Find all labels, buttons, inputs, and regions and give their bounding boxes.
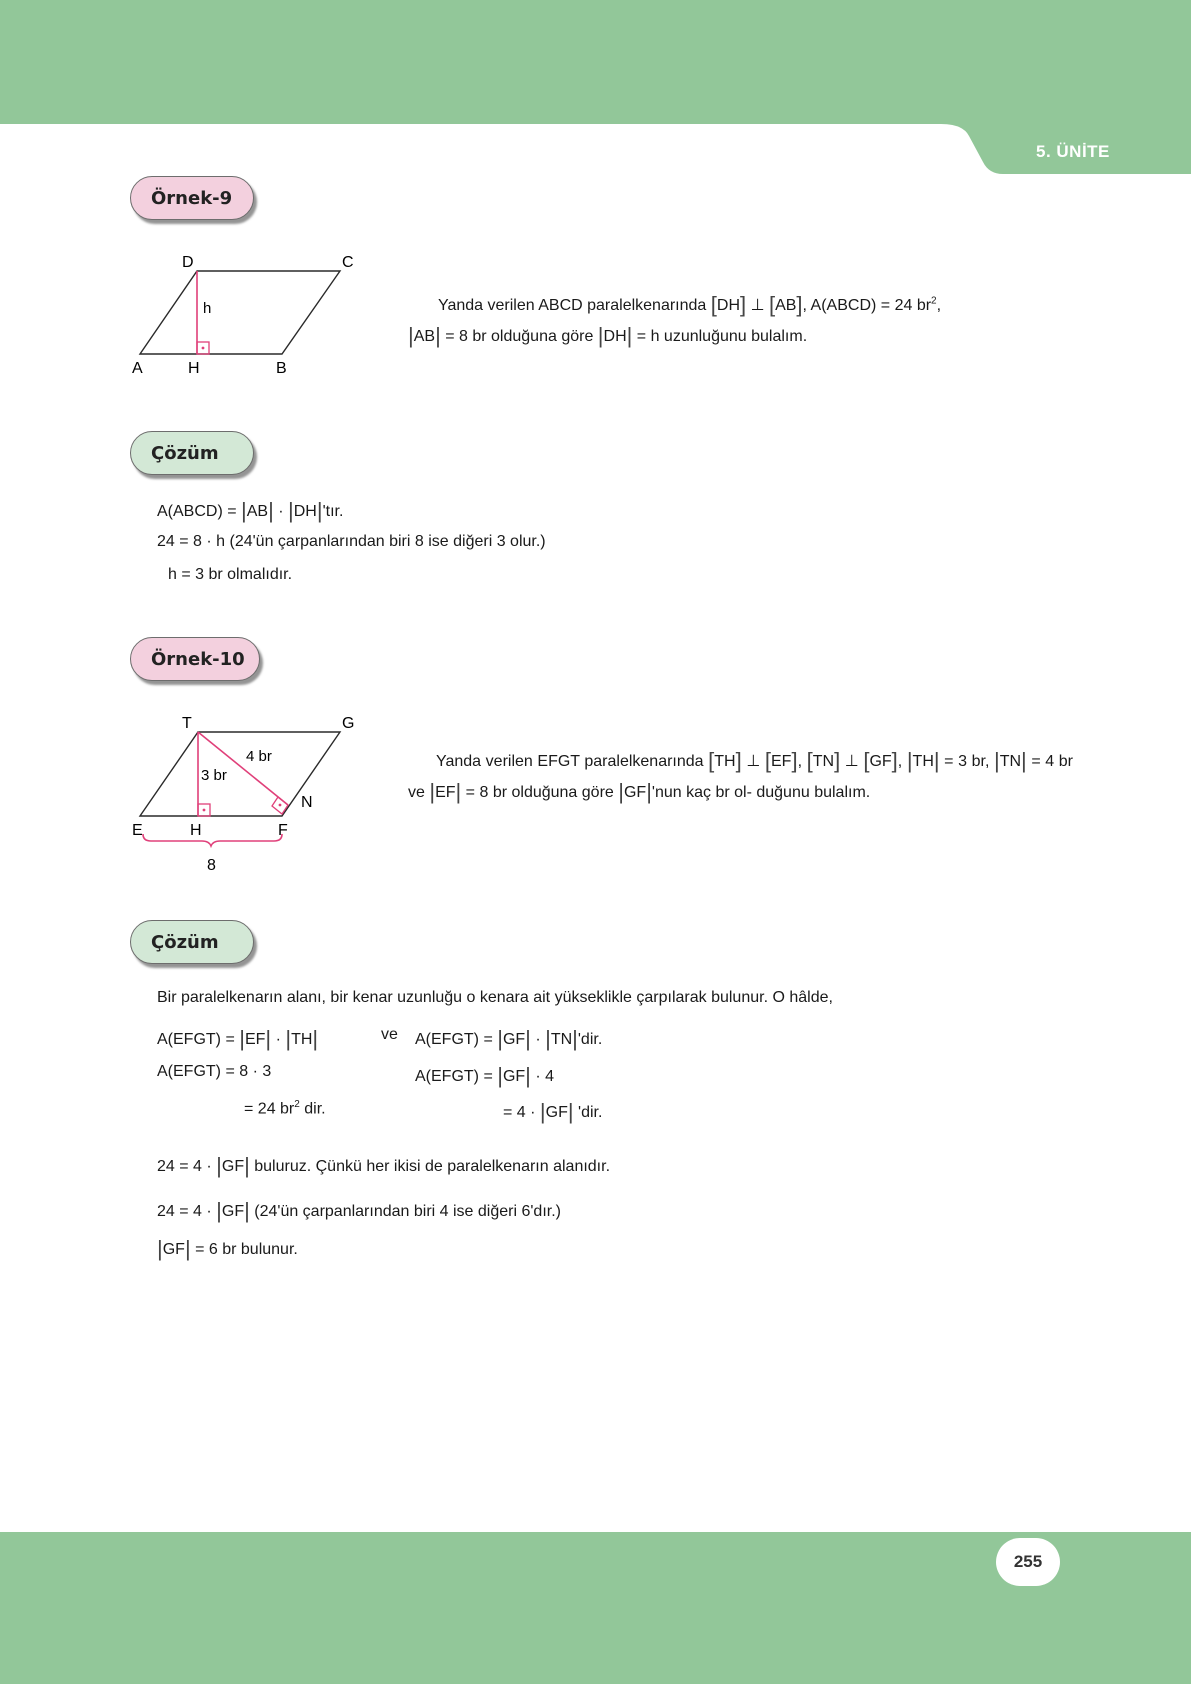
height-h-label: h xyxy=(203,300,212,317)
vertex-f: F xyxy=(278,822,288,839)
solution-10-row-2-right: A(EFGT) = |GF| · 4 xyxy=(415,1063,555,1088)
vertex-e: E xyxy=(132,822,143,839)
vertex-b: B xyxy=(276,360,287,377)
vertex-g: G xyxy=(342,715,355,732)
page-number: 255 xyxy=(996,1538,1060,1586)
vertex-h: H xyxy=(188,360,200,377)
example-9-label: Örnek-9 xyxy=(130,176,254,220)
example-10-statement: Yanda verilen EFGT paralelkenarında [TH] ⊥ [EF], [TN] ⊥ [GF], |TH| = 3 br, |TN| = 4 br ve |EF| = 8 br olduğuna göre |GF|'nun kaç br ol- duğunu bulalım. xyxy=(408,748,1074,804)
solution-9-line-2: 24 = 8 · h (24'ün çarpanlarından biri 8 ise diğeri 3 olur.) xyxy=(157,533,546,550)
unit-tab xyxy=(941,124,1191,174)
example-10-label: Örnek-10 xyxy=(130,637,260,681)
vertex-c: C xyxy=(342,254,354,271)
parallelogram-abcd-figure xyxy=(120,245,370,380)
solution-10-row-1-right: A(EFGT) = |GF| · |TN|'dir. xyxy=(415,1026,603,1051)
header-band xyxy=(0,0,1191,124)
tn-length-label: 4 br xyxy=(246,748,272,765)
solution-10-row-2-left: A(EFGT) = 8 · 3 xyxy=(157,1063,272,1080)
solution-10-intro: Bir paralelkenarın alanı, bir kenar uzunluğu o kenara ait yükseklikle çarpılarak bulunur. O hâlde, xyxy=(157,989,833,1006)
parallelogram-efgt-figure xyxy=(120,710,380,880)
solution-10-line-4: 24 = 4 · |GF| buluruz. Çünkü her ikisi de paralelkenarın alanıdır. xyxy=(157,1153,611,1178)
solution-10-row-1-ve: ve xyxy=(381,1026,398,1043)
solution-10-label: Çözüm xyxy=(130,920,254,964)
vertex-h: H xyxy=(190,822,202,839)
solution-10-row-3-right: = 4 · |GF| 'dir. xyxy=(503,1099,603,1124)
solution-10-line-5: 24 = 4 · |GF| (24'ün çarpanlarından biri 4 ise diğeri 6'dır.) xyxy=(157,1198,561,1223)
ef-length-label: 8 xyxy=(207,857,216,874)
solution-9-label: Çözüm xyxy=(130,431,254,475)
vertex-n: N xyxy=(301,794,313,811)
solution-9-line-1: A(ABCD) = |AB| · |DH|'tır. xyxy=(157,498,344,523)
solution-9-line-3: h = 3 br olmalıdır. xyxy=(168,566,293,583)
solution-10-row-1-left: A(EFGT) = |EF| · |TH| xyxy=(157,1026,319,1051)
vertex-a: A xyxy=(132,360,143,377)
solution-10-line-6: |GF| = 6 br bulunur. xyxy=(157,1236,298,1261)
vertex-t: T xyxy=(182,715,192,732)
solution-10-row-3-left: = 24 $br^2$ dir. xyxy=(244,1099,326,1118)
vertex-d: D xyxy=(182,254,194,271)
unit-label: 5. ÜNİTE xyxy=(1036,142,1110,161)
example-9-statement-line-1: Yanda verilen ABCD paralelkenarında [DH] ⊥ [AB], A(ABCD) = 24 $br^2$, xyxy=(438,292,942,317)
example-9-statement-line-2: |AB| = 8 br olduğuna göre |DH| = h uzunluğunu bulalım. xyxy=(408,323,808,348)
th-length-label: 3 br xyxy=(201,767,227,784)
